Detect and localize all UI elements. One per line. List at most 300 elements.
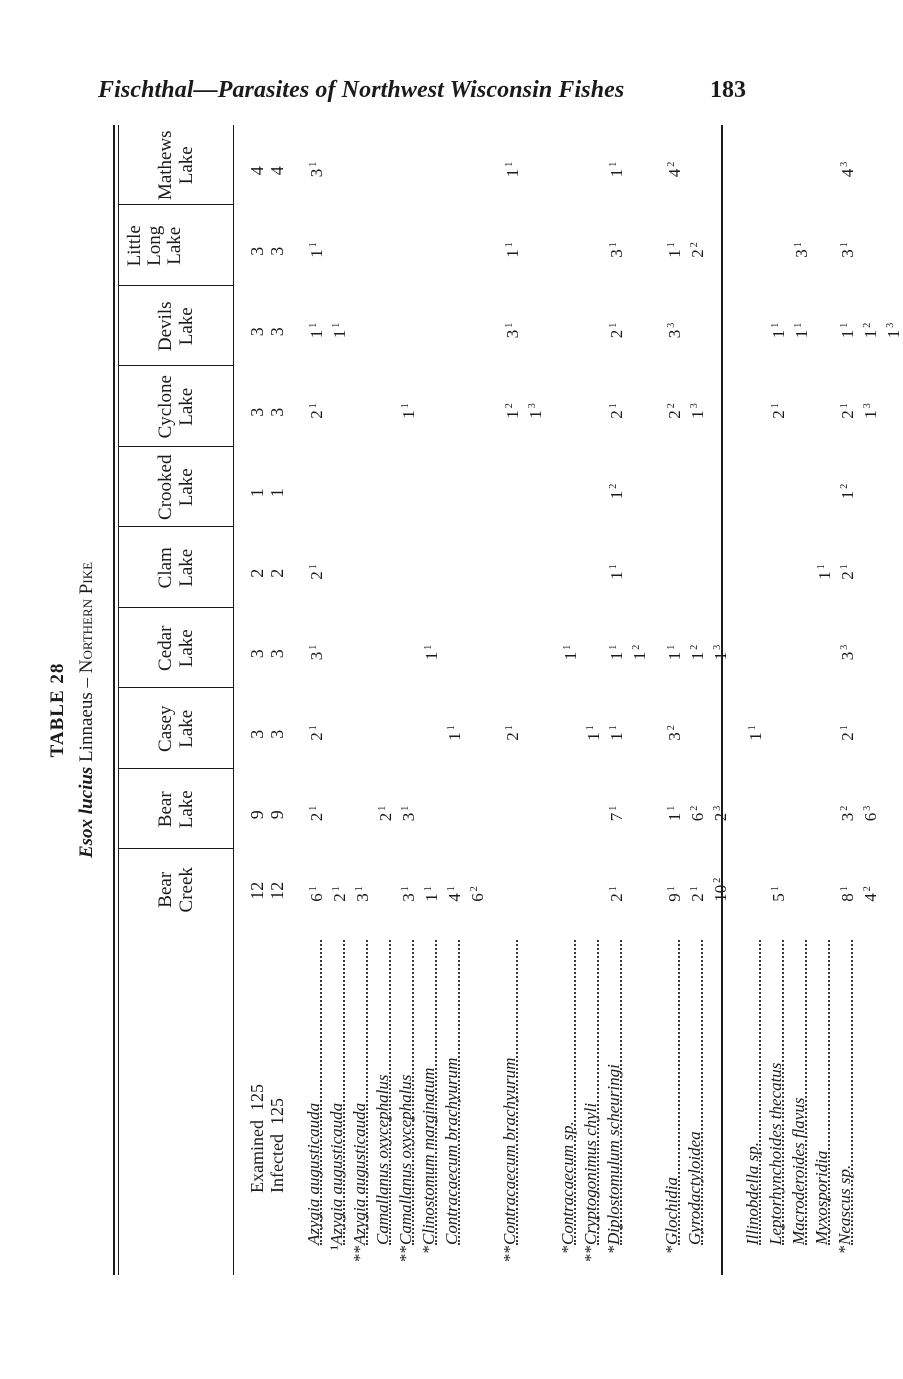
count-value: 6	[688, 812, 707, 822]
count-value: 2	[838, 410, 857, 419]
count-cell	[767, 403, 788, 419]
column-examined-count: 3	[247, 327, 267, 337]
parasite-name: Azygia augusticauda	[327, 1102, 346, 1245]
count-value: 1	[607, 651, 626, 661]
column-header	[155, 769, 197, 850]
leader-dots	[851, 940, 853, 1245]
column-infected-count: 9	[267, 810, 287, 820]
count-value: 2	[307, 812, 326, 822]
count-value: 1	[503, 410, 522, 419]
count-cell	[305, 323, 326, 339]
intensity-superscript: 1	[423, 886, 434, 892]
count-cell	[836, 403, 857, 419]
count-value: 1	[503, 168, 522, 178]
row-prefix-mark: **	[581, 1245, 600, 1262]
intensity-superscript: 1	[308, 644, 319, 650]
column-header-line2: Lake	[176, 790, 197, 829]
count-value: 1	[665, 249, 684, 258]
intensity-superscript: 2	[839, 483, 850, 489]
parasite-name: Camallanus oxycephalus	[373, 1074, 392, 1245]
column-header-line2: Lake	[176, 709, 197, 748]
count-value: 2	[307, 571, 326, 580]
count-cell	[663, 242, 684, 258]
count-value: 4	[861, 893, 880, 902]
row-prefix-mark: **	[500, 1245, 519, 1262]
parasite-name: Clinostomum marginatum	[419, 1067, 438, 1245]
count-value: 1	[422, 651, 441, 661]
count-value: 10	[711, 884, 730, 902]
parasite-name: Cryptogonimus chyli	[581, 1102, 600, 1245]
count-value: 2	[769, 410, 788, 419]
intensity-superscript: 1	[608, 886, 619, 892]
count-cell	[524, 403, 545, 419]
count-value: 1	[503, 249, 522, 258]
count-value: 1	[746, 732, 765, 741]
count-value: 2	[607, 329, 626, 339]
count-value: 1	[307, 329, 326, 339]
intensity-superscript: 1	[608, 725, 619, 731]
count-cell	[328, 886, 349, 902]
parasite-name: Azygia augusticauda	[304, 1102, 323, 1245]
count-cell	[686, 806, 707, 822]
spacer	[267, 1125, 287, 1134]
intensity-superscript: 1	[504, 242, 515, 248]
intensity-superscript: 2	[666, 403, 677, 409]
count-value: 1	[445, 732, 464, 741]
intensity-superscript: 3	[527, 403, 538, 409]
leader-dots	[366, 940, 368, 1245]
intensity-superscript: 1	[423, 644, 434, 650]
count-cell	[605, 645, 626, 661]
intensity-superscript: 1	[839, 242, 850, 248]
count-cell	[767, 323, 788, 339]
intensity-superscript: 2	[712, 877, 723, 883]
count-value: 1	[838, 490, 857, 500]
intensity-superscript: 1	[608, 644, 619, 650]
count-cell	[328, 323, 349, 339]
intensity-superscript: 1	[839, 322, 850, 328]
count-cell	[744, 725, 765, 741]
intensity-superscript: 1	[585, 725, 596, 731]
count-cell	[605, 484, 626, 500]
count-cell	[882, 323, 903, 339]
count-value: 1	[884, 329, 903, 339]
intensity-superscript: 2	[862, 322, 873, 328]
count-value: 2	[688, 249, 707, 258]
intensity-superscript: 2	[608, 483, 619, 489]
column-header-line1: Cyclone	[155, 375, 176, 439]
column-header	[155, 286, 197, 367]
count-cell	[709, 878, 730, 902]
parasite-name: Glochidia	[662, 1177, 681, 1245]
count-value: 3	[792, 249, 811, 258]
count-value: 3	[607, 249, 626, 258]
count-cell	[663, 323, 684, 339]
intensity-superscript: 1	[308, 403, 319, 409]
count-value: 1	[607, 571, 626, 580]
count-value: 1	[607, 168, 626, 178]
column-infected-count: 3	[267, 327, 287, 337]
summary-label: Infected	[267, 1134, 287, 1193]
column-header-line1: Little Long	[124, 225, 165, 267]
count-value: 1	[769, 329, 788, 339]
count-cell	[663, 403, 684, 419]
intensity-superscript: 1	[770, 322, 781, 328]
intensity-superscript: 1	[331, 322, 342, 328]
leader-dots	[343, 940, 345, 1245]
intensity-superscript: 1	[666, 805, 677, 811]
count-cell	[605, 162, 626, 178]
count-value: 1	[665, 812, 684, 822]
leader-dots	[805, 940, 807, 1245]
count-cell	[582, 725, 603, 741]
column-examined-count: 3	[247, 246, 267, 256]
leader-dots	[678, 940, 680, 1245]
count-cell	[501, 725, 522, 741]
leader-dots	[458, 940, 460, 1245]
count-value: 2	[376, 812, 395, 822]
count-value: 2	[607, 410, 626, 419]
count-value: 6	[307, 893, 326, 902]
count-cell	[305, 806, 326, 822]
column-header-line2: Lake	[176, 387, 197, 426]
intensity-superscript: 1	[839, 564, 850, 570]
count-cell	[501, 162, 522, 178]
count-value: 3	[353, 893, 372, 902]
intensity-superscript: 1	[839, 725, 850, 731]
intensity-superscript: 1	[793, 242, 804, 248]
count-cell	[859, 323, 880, 339]
count-cell	[605, 242, 626, 258]
intensity-superscript: 1	[400, 403, 411, 409]
count-cell	[836, 484, 857, 500]
column-header-line1: Bear	[155, 871, 176, 908]
intensity-superscript: 1	[308, 161, 319, 167]
count-value: 2	[307, 410, 326, 419]
count-value: 3	[665, 732, 684, 741]
column-infected-count: 12	[267, 881, 287, 900]
column-header-line2: Lake	[164, 226, 185, 265]
intensity-superscript: 1	[331, 886, 342, 892]
column-header	[155, 528, 197, 609]
parasite-name: Illinobdella sp.	[743, 1142, 762, 1245]
count-value: 5	[769, 893, 788, 902]
count-cell	[305, 564, 326, 580]
count-cell	[559, 645, 580, 661]
intensity-superscript: 3	[862, 403, 873, 409]
table-bottom-rule	[721, 125, 723, 1275]
summary-label: Examined	[247, 1120, 267, 1193]
count-value: 2	[838, 732, 857, 741]
count-cell	[709, 806, 730, 822]
column-examined-count: 3	[247, 649, 267, 659]
count-cell	[663, 886, 684, 902]
count-value: 2	[503, 732, 522, 741]
intensity-superscript: 1	[354, 886, 365, 892]
count-value: 2	[665, 410, 684, 419]
count-cell	[836, 725, 857, 741]
count-value: 4	[665, 168, 684, 178]
intensity-superscript: 1	[666, 886, 677, 892]
column-examined-count: 1	[247, 488, 267, 498]
parasite-row-label	[709, 1245, 727, 1263]
table-caption-block	[40, 110, 120, 1310]
column-header-line1: Mathews	[155, 130, 176, 201]
count-cell	[397, 403, 418, 419]
count-value: 1	[861, 410, 880, 419]
count-value: 1	[792, 329, 811, 339]
count-cell	[663, 806, 684, 822]
parasite-row-label	[628, 1245, 646, 1263]
intensity-superscript: 2	[689, 242, 700, 248]
column-infected-count: 3	[267, 729, 287, 739]
running-title: Fischthal—Parasites of Northwest Wisconsin Fishes	[98, 76, 625, 103]
column-header	[125, 206, 185, 287]
count-value: 3	[665, 329, 684, 339]
count-value: 1	[838, 329, 857, 339]
count-value: 1	[584, 732, 603, 741]
leader-dots	[320, 940, 322, 1245]
count-value: 4	[445, 893, 464, 902]
leader-dots	[759, 940, 761, 1245]
count-cell	[305, 645, 326, 661]
parasite-table	[113, 125, 903, 1275]
leader-dots	[574, 940, 576, 1245]
intensity-superscript: 1	[747, 725, 758, 731]
count-cell	[605, 725, 626, 741]
intensity-superscript: 2	[862, 886, 873, 892]
column-infected-count: 2	[267, 568, 287, 578]
spacer	[247, 1111, 267, 1120]
leader-dots	[389, 940, 391, 1245]
count-cell	[790, 242, 811, 258]
intensity-superscript: 1	[377, 805, 388, 811]
intensity-superscript: 1	[562, 644, 573, 650]
intensity-superscript: 3	[712, 644, 723, 650]
column-infected-count: 4	[267, 166, 287, 176]
count-value: 1	[861, 329, 880, 339]
count-cell	[351, 886, 372, 902]
count-cell	[709, 645, 730, 661]
parasite-name: Leptorhynchoides thecatus	[766, 1062, 785, 1245]
intensity-superscript: 1	[446, 886, 457, 892]
count-cell	[501, 323, 522, 339]
count-cell	[501, 242, 522, 258]
count-cell	[397, 886, 418, 902]
column-header-line2: Lake	[176, 548, 197, 587]
page-number: 183	[710, 76, 746, 103]
count-cell	[605, 564, 626, 580]
intensity-superscript: 2	[469, 886, 480, 892]
column-header-line2: Lake	[176, 307, 197, 346]
leader-dots	[435, 940, 437, 1245]
count-cell	[767, 886, 788, 902]
column-header	[155, 850, 197, 931]
count-value: 1	[688, 410, 707, 419]
count-cell	[663, 162, 684, 178]
count-cell	[836, 162, 857, 178]
column-header-line2: Lake	[176, 629, 197, 668]
rotated-table-page	[40, 110, 903, 1310]
row-prefix-mark: *	[662, 1245, 681, 1254]
summary-infected	[267, 1098, 287, 1193]
count-cell	[305, 725, 326, 741]
count-value: 6	[468, 893, 487, 902]
count-cell	[374, 806, 395, 822]
count-value: 1	[630, 651, 649, 661]
column-header-line1: Cedar	[155, 625, 176, 671]
row-prefix-mark: *	[558, 1245, 577, 1254]
intensity-superscript: 1	[666, 644, 677, 650]
count-cell	[305, 242, 326, 258]
count-cell	[686, 645, 707, 661]
count-value: 1	[307, 249, 326, 258]
column-infected-count: 3	[267, 246, 287, 256]
summary-total: 125	[267, 1098, 287, 1126]
leader-dots	[782, 940, 784, 1245]
count-cell	[686, 886, 707, 902]
count-cell	[859, 806, 880, 822]
intensity-superscript: 2	[666, 161, 677, 167]
column-header-line1: Clam	[155, 547, 176, 589]
intensity-superscript: 1	[608, 242, 619, 248]
count-value: 3	[399, 893, 418, 902]
column-infected-count: 3	[267, 649, 287, 659]
intensity-superscript: 1	[816, 564, 827, 570]
leader-dots	[620, 940, 622, 1245]
column-infected-count: 1	[267, 488, 287, 498]
intensity-superscript: 1	[308, 564, 319, 570]
count-cell	[836, 564, 857, 580]
intensity-superscript: 1	[308, 725, 319, 731]
table-caption	[76, 110, 98, 1310]
count-value: 3	[503, 329, 522, 339]
count-cell	[836, 645, 857, 661]
intensity-superscript: 1	[608, 805, 619, 811]
count-cell	[466, 886, 487, 902]
table-top-rule	[113, 125, 115, 1275]
intensity-superscript: 1	[504, 161, 515, 167]
column-header	[155, 689, 197, 770]
caption-author: Linnaeus –	[76, 673, 97, 762]
caption-common-name: Northern Pike	[76, 561, 97, 674]
count-cell	[501, 403, 522, 419]
intensity-superscript: 3	[839, 644, 850, 650]
table-top-rule-inner	[118, 125, 119, 1275]
column-examined-count: 9	[247, 810, 267, 820]
intensity-superscript: 1	[504, 725, 515, 731]
count-cell	[836, 806, 857, 822]
count-value: 3	[307, 168, 326, 178]
count-value: 1	[330, 329, 349, 339]
count-cell	[605, 403, 626, 419]
intensity-superscript: 3	[839, 161, 850, 167]
column-header-line1: Crooked	[155, 454, 176, 520]
caption-species: Esox lucius	[76, 766, 97, 859]
count-cell	[663, 645, 684, 661]
intensity-superscript: 3	[689, 403, 700, 409]
row-prefix-mark: *	[419, 1245, 438, 1254]
column-header	[155, 125, 197, 206]
count-value: 2	[307, 732, 326, 741]
intensity-superscript: 1	[839, 403, 850, 409]
parasite-name: Macroderoides flavus	[789, 1097, 808, 1245]
count-cell	[420, 886, 441, 902]
count-value: 2	[330, 893, 349, 902]
parasite-name: Diplostomulum scheuringi	[604, 1064, 623, 1245]
intensity-superscript: 3	[666, 322, 677, 328]
count-cell	[628, 645, 649, 661]
column-header-line1: Bear	[155, 791, 176, 828]
count-value: 2	[711, 812, 730, 822]
intensity-superscript: 1	[608, 403, 619, 409]
intensity-superscript: 1	[308, 886, 319, 892]
intensity-superscript: 1	[446, 725, 457, 731]
parasite-row-label	[466, 1245, 484, 1263]
count-cell	[305, 886, 326, 902]
leader-dots	[516, 940, 518, 1245]
intensity-superscript: 1	[308, 805, 319, 811]
parasite-name: Contracaecum sp.	[558, 1121, 577, 1245]
intensity-superscript: 3	[712, 805, 723, 811]
column-examined-count: 4	[247, 166, 267, 176]
header-bottom-rule	[233, 125, 234, 1275]
intensity-superscript: 3	[885, 322, 896, 328]
intensity-superscript: 1	[770, 886, 781, 892]
count-cell	[305, 403, 326, 419]
count-value: 1	[711, 651, 730, 661]
count-cell	[686, 242, 707, 258]
intensity-superscript: 1	[770, 403, 781, 409]
leader-dots	[701, 940, 703, 1245]
parasite-row-label	[859, 1245, 877, 1263]
parasite-name: Camallanus oxycephalus	[396, 1074, 415, 1245]
count-value: 3	[838, 249, 857, 258]
intensity-superscript: 1	[666, 242, 677, 248]
count-value: 1	[665, 651, 684, 661]
column-header	[155, 447, 197, 528]
row-prefix-mark: **	[350, 1245, 369, 1262]
parasite-name: Neascus sp.	[835, 1164, 854, 1245]
row-prefix-mark: *	[604, 1245, 623, 1254]
count-value: 4	[838, 168, 857, 178]
intensity-superscript: 1	[504, 322, 515, 328]
count-value: 3	[838, 651, 857, 661]
intensity-superscript: 2	[839, 805, 850, 811]
leader-dots	[828, 940, 830, 1245]
count-value: 1	[526, 410, 545, 419]
intensity-superscript: 3	[862, 805, 873, 811]
intensity-superscript: 1	[308, 242, 319, 248]
intensity-superscript: 1	[793, 322, 804, 328]
leader-dots	[412, 940, 414, 1245]
count-value: 9	[665, 893, 684, 902]
count-value: 3	[838, 812, 857, 822]
count-value: 1	[607, 732, 626, 741]
count-value: 1	[688, 651, 707, 661]
count-value: 1	[422, 893, 441, 902]
count-cell	[663, 725, 684, 741]
intensity-superscript: 2	[666, 725, 677, 731]
count-value: 1	[399, 410, 418, 419]
count-value: 3	[399, 812, 418, 822]
parasite-name: Gyrodactyloidea	[685, 1131, 704, 1245]
column-header-line1: Casey	[155, 705, 176, 752]
count-cell	[790, 323, 811, 339]
count-value: 1	[561, 651, 580, 661]
parasite-name: Azygia augusticauda	[350, 1102, 369, 1245]
count-cell	[443, 886, 464, 902]
